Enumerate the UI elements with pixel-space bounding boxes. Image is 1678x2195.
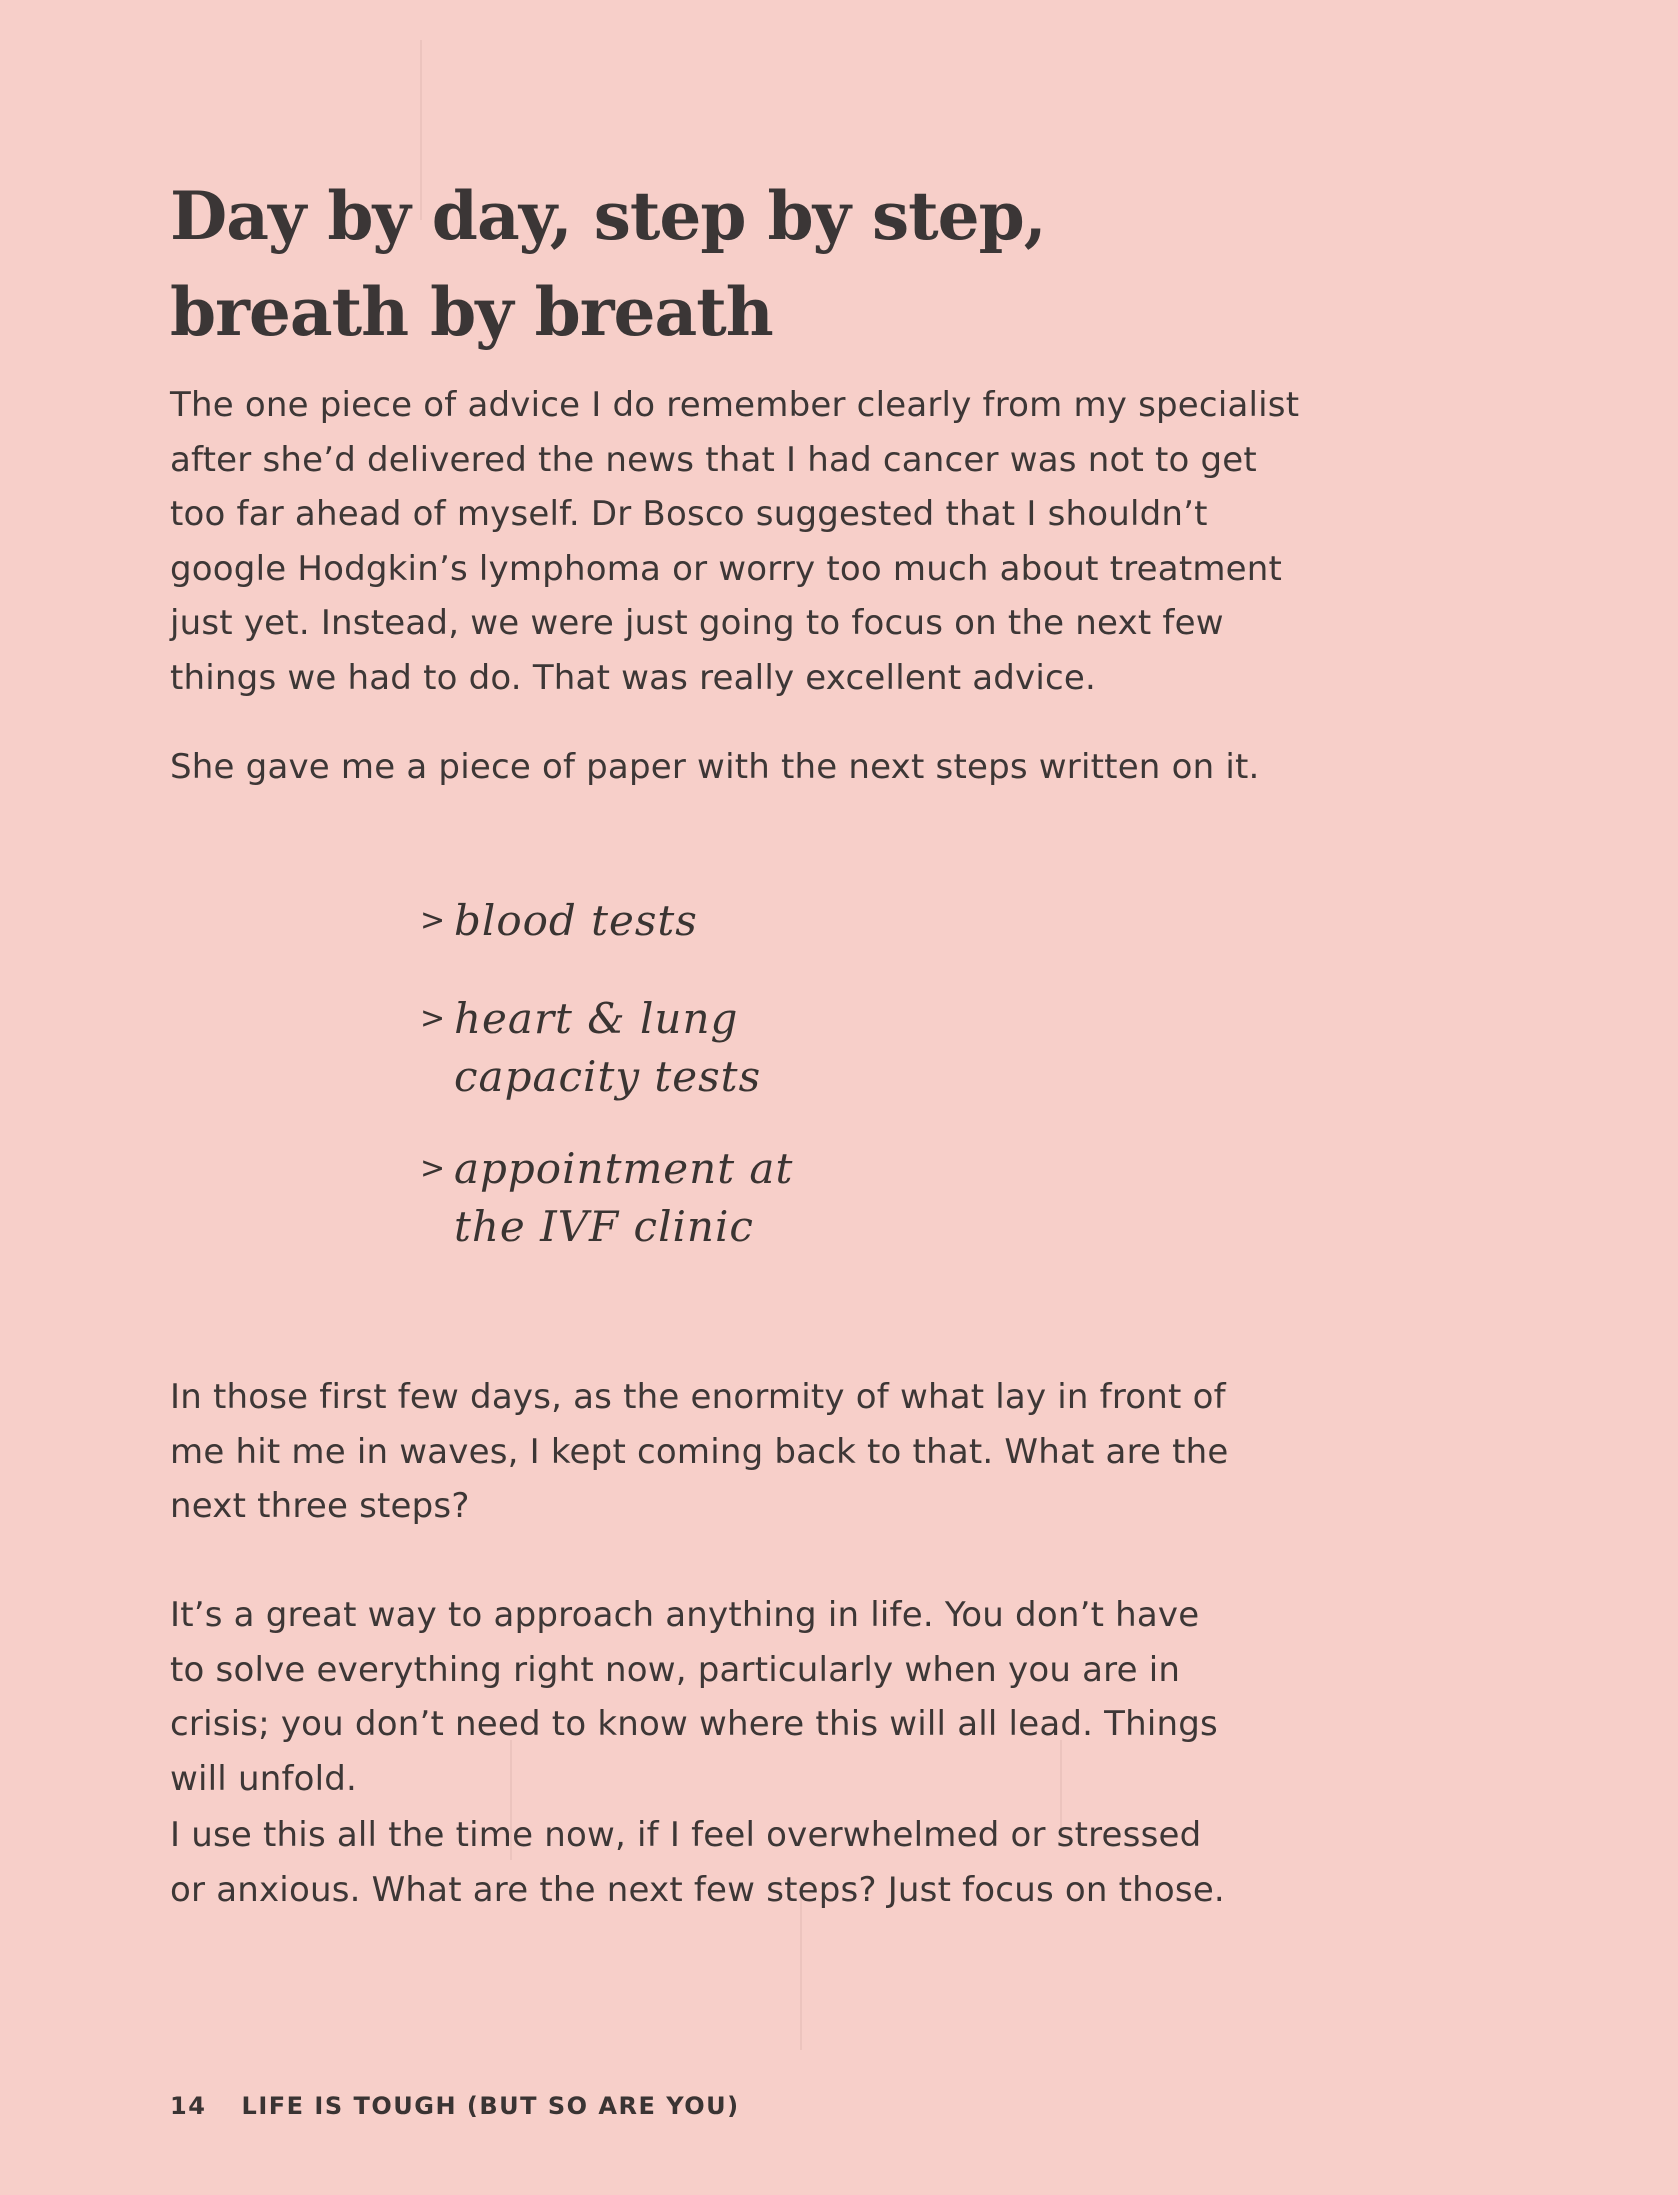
paragraph: [170, 378, 1350, 705]
text-line: In those first few days, as the enormity of what lay in front of: [170, 1377, 1226, 1417]
text-line: to solve everything right now, particularly when you are in: [170, 1649, 1181, 1690]
text-line: I use this all the time now, if I feel overwhelmed or stressed: [170, 1815, 1202, 1855]
text-line: too far ahead of myself. Dr Bosco suggested that I shouldn’t: [170, 494, 1208, 534]
arrow-marker: >: [420, 903, 447, 938]
arrow-marker: >: [420, 1001, 447, 1036]
text-line: will unfold.: [170, 1758, 358, 1799]
text-line: google Hodgkin’s lymphoma or worry too much about treatment: [170, 548, 1283, 589]
text-line: The one piece of advice I do remember clearly from my specialist: [170, 385, 1300, 425]
text-line: me hit me in waves, I kept coming back to that. What are the: [170, 1431, 1229, 1472]
page-footer: [170, 2092, 740, 2120]
text-line: just yet. Instead, we were just going to focus on the next few: [170, 603, 1224, 643]
note-item: [420, 1140, 980, 1256]
note-line: capacity tests: [454, 1052, 762, 1101]
text-line: It’s a great way to approach anything in life. You don’t have: [170, 1595, 1200, 1635]
arrow-marker: >: [420, 1151, 447, 1186]
paragraph: [170, 1588, 1350, 1806]
paragraph: [170, 740, 1350, 795]
note-line: appointment at: [454, 1144, 794, 1193]
note-line: blood tests: [454, 896, 698, 945]
text-line: next three steps?: [170, 1486, 470, 1526]
title-line: breath by breath: [170, 273, 773, 351]
text-line: or anxious. What are the next few steps? Just focus on those.: [170, 1869, 1225, 1910]
note-line: the IVF clinic: [454, 1202, 754, 1251]
text-line: crisis; you don’t need to know where this will all lead. Things: [170, 1704, 1218, 1744]
title-line: Day by day, step by step,: [170, 177, 1046, 255]
running-title: LIFE IS TOUGH (BUT SO ARE YOU): [241, 2092, 740, 2120]
handwritten-note: [420, 892, 980, 1256]
text-line: after she’d delivered the news that I had cancer was not to get: [170, 439, 1257, 480]
page-title: [170, 168, 1470, 360]
note-line: heart & lung: [454, 994, 739, 1043]
text-line: things we had to do. That was really excellent advice.: [170, 657, 1097, 698]
page-number: 14: [170, 2092, 207, 2120]
paragraph: [170, 1370, 1350, 1534]
paragraph: [170, 1808, 1350, 1917]
note-item: [420, 990, 980, 1106]
text-line: She gave me a piece of paper with the next steps written on it.: [170, 747, 1260, 787]
note-item: [420, 892, 980, 950]
